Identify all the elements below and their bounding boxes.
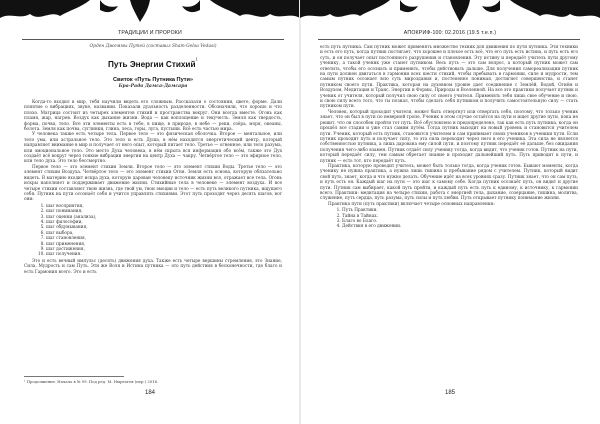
page-number: 185 <box>444 390 455 396</box>
header-rule <box>22 39 284 40</box>
list-item: 4. шаг философии, <box>46 220 282 225</box>
list-item: 2. шаг понимания, <box>46 209 282 214</box>
right-ornament-icon <box>300 0 600 26</box>
left-ornament-icon <box>0 0 300 26</box>
list-item: 2. Тайна в Тайнах. <box>342 214 578 219</box>
footnote: ¹ Продолжение. Начало в № 99. Под ред. М. Ныргатея (пер.) 2016. <box>24 379 159 384</box>
list-item: 10. шаг получения. <box>46 252 282 257</box>
paragraph: Когда-то входил в мир, тебя научили видеть его сложным. Рассказали о состоянии, цвете, форме. Дали понятие о вибрациях, звуке, названии. Показали дуальность разделенности. Обозначили, что хорошо и что плохо. Матрица состоит из четырех элементов стихий и пространства вокруг. Они всегда вместе. Огонь как пламя, жар, нагрев. Воздух как дыхание жизни. Вода — как воплощение и текучесть. Земля как твердость, форма, почва, тело. Все эти элементы есть в тебе, в пище, в природе, в небе — реки, озёра, моря, океаны, болота. Земля как почва, суглинки, глина, леса, горы, луга, пустыни. Всё есть частью мира. <box>24 100 282 133</box>
footnote-rule <box>24 376 124 377</box>
right-page <box>300 0 600 424</box>
right-body <box>320 45 578 231</box>
list-item: 1. Путь Практики. <box>342 208 578 213</box>
page-number: 184 <box>144 390 155 396</box>
practice-list <box>342 208 578 230</box>
paragraph: есть путь путника. Сам путник может применять множество техник для движения по пути путника. Эти техники и есть его путь, когда путник постигает, что хорошее и плохое есть всё, что его путь есть истина, и путь есть его суть, и он получает опыт постоянного разрушения и становления. Эту истину и передаёт учитель пути другому ученику, а такой ученик уже станет путником. Весь путь — это сам вопрос, а который путник может сам ответить, чтобы его осознать и применить, чтобы действовать дальше. Для получения самореализации путник на пути должен двигаться в гармонии всех шести стихий, чтобы пребывать в гармонии, силе и мудрости, тем самым путник осознает всю суть мироздания и, постепенно понимая, достигнет совершенства, и станет путником своего пути. Практика, которая на духовном уровне дает соединение с Землёй, Водой, Огнём и Воздухом, Медитация и Транс, Энергии и Формы, Природы и Вселенной. На все это практики получает путник и ученик от учителя, который получил свою силу от своего учителя. Применять тебя лишь свое обучение и свою, и свою силу всего того, что ты познал, чтобы сделать себя путником и получить самостоятельную силу — стать путником пути. <box>320 45 578 110</box>
article-title-wrap <box>24 52 282 71</box>
list-item: 9. шаг достижения, <box>46 247 282 252</box>
running-header: АПОКРИФ-100: 02.2016 (19.5 т.е.п.) <box>403 30 497 36</box>
header-rule <box>318 39 580 40</box>
list-item: 6. шаг выбора, <box>46 231 282 236</box>
list-item: 3. шаг оценки (анализа), <box>46 215 282 220</box>
paragraph: У человека также есть четыре тела. Первое тело — это физическая оболочка. Второе — ментальное, или тело ума, или астральное тело. Это тело и есть Душа, в нём находится энергетический центр, который направляет внимание в мир и получает от него опыт, который питает тело. Третье — огненное, или тело разума, или эмоциональное тело. Это место Духа человека, в нём скрыта вся информация обо всём, также это Дух создаёт всё вокруг через тонкие вибрации энергии на центр Духа — чакру. Четвёртое тело — это эфирное тело, или тело духа. Это тело бессмертно. <box>24 132 282 165</box>
list-item: 8. шаг применения, <box>46 242 282 247</box>
list-item: 4. Действия в его движении. <box>342 224 578 229</box>
running-header: ТРАДИЦИИ И ПРОРОКИ <box>118 30 182 36</box>
byline: Орден Джеммы Путей (составил Sham-Geloa Vedasi) <box>89 44 217 49</box>
article-title: Путь Энергии Стихий <box>107 60 196 69</box>
paragraph: Практика пути (путь практики) включает четыре основных направления: <box>328 201 495 207</box>
article-header <box>24 44 282 89</box>
paragraph: Практика, которую проводит учитель, может быть только тогда, когда ученик готов. Бывают моменты, когда ученику не нужна практика, а нужна лишь тишина и пребывание рядом с учителем. Путник, который видит свой путь, знает, когда и что нужно делать. Обучение идёт на всех уровнях сразу. Путник знает, что он сам путь, и путь есть он. Каждый шаг на пути — это шаг к самому себе. Когда путник осознаёт путь, он видит и другие пути. Путник сам выбирает, какой путь пройти, и каждый путь есть путь к единому, к источнику, к гармонии всего. Практики: медитация на четыре стихии, работа с энергией тела, дыхание, созерцание, тишина, молитва, служение, путь сердца, путь разума, путь силы и путь любви. Путь открывает путнику понимание жизни. <box>320 163 579 202</box>
steps-list <box>46 204 282 258</box>
list-item: 5. шаг обдумывания, <box>46 225 282 230</box>
paragraph: Первое тело — это элемент стихии Земли. Второе тело — это элемент стихии Воды. Третье тело — это элемент стихии Воздуха. Четвёртое тело — это элемент стихии Огня. Земля есть основа, которую обязательно видеть. В материю входит искра духа, которую дарован человеку источник жизни вся, отражает все тела. Огонь искры наполняет и поддерживает движение жизни. Стихийные тела в человеке — элемент воздуха. И все четыре стихии составляют твою жизнь, где твой ум, твои эмоции и тело — есть путь великого путника, ищущего себя. Путник на пути осознаёт себя и учится управлять стихиями. Этот путь проходит через десять шагов, вот они: <box>24 164 282 203</box>
paragraph: Человек, который проходит учителя, может быть отвергнут или отвергать себя, поэтому, что только ученик знает, что он был в пути по неверной тропе. Ученик в этом случае остаётся на пути и ищет другие пути, пока не решит, что он способен пройти тот путь. Всё обусловлено и предопределено, так как есть путь путника, когда он прошёл все стадии и уже стал самим путём. Тогда путник выходит на новый уровень и становится учителем пути. Ученик, который есть путник, становится учителем и сам принимает своих учеников в ученики пути. Если путник проходит путь и получает силу, то эта сила переходит через него в его ученика. Эта сила не является собственностью путника, а лишь дарована ему силой пути, и поэтому путник передаёт её дальше, без ожидания получения чего-либо взамен. Путник отдаёт силу ученику тогда, когда видит, что ученик готов. Путник на пути, который передаёт силу, тем самым обретает знание и проходит дальнейший путь. Путь приводит к пути, и путник — есть тот, кто передаёт путь. <box>320 109 578 164</box>
list-item: 7. шаг становления, <box>46 236 282 241</box>
left-body <box>24 100 282 275</box>
list-item: 3. Благо во Благо. <box>342 219 578 224</box>
paragraph: Это и есть вечный импульс (десять) движения духа. Также есть четыре вершины стремления, это Знание, Сила, Мудрость и сам Путь. Эти же Воля и Истина путника — это путь действия в бесконечности, где благо и есть Гармония всего. Это и есть <box>24 258 282 275</box>
title-footnote-mark: 1 <box>195 56 199 62</box>
scroll-subtitle: Бра-Рада Дамса-Дамсара <box>118 84 188 89</box>
list-item: 1. шаг восприятия, <box>46 204 282 209</box>
scroll-title: Свиток «Путь Путника Пути» <box>112 77 194 83</box>
